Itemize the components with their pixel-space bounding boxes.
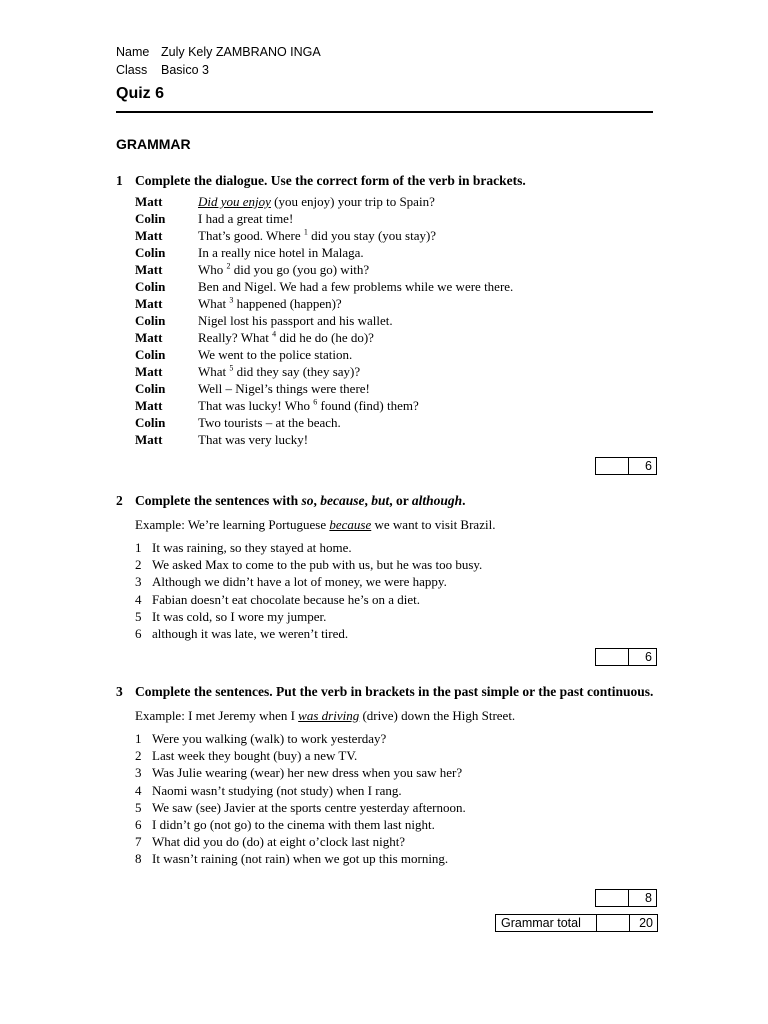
list-item — [135, 782, 656, 799]
dialogue-line — [135, 244, 656, 261]
exercise-2 — [116, 492, 656, 642]
gap-number: 3 — [229, 295, 234, 305]
exercise-3 — [116, 683, 656, 868]
list-item — [135, 747, 656, 764]
item-number: 1 — [135, 540, 142, 555]
grammar-total-blank[interactable] — [596, 915, 629, 931]
gap-number: 1 — [303, 227, 308, 237]
item-text: Fabian doesn’t eat chocolate because he’s on a diet. — [152, 591, 420, 607]
speaker-name: Colin — [135, 211, 166, 226]
speaker-name: Colin — [135, 313, 166, 328]
item-text: We saw (see) Javier at the sports centre yesterday afternoon. — [152, 799, 466, 815]
name-value: Zuly Kely ZAMBRANO INGA — [161, 45, 321, 59]
class-line — [116, 63, 209, 77]
dialogue-text: What $^3$ happened (happen)? — [198, 295, 342, 311]
dialogue-line — [135, 431, 656, 448]
item-text: Last week they bought (buy) a new TV. — [152, 748, 358, 764]
dialogue-text: That’s good. Where $^1$ did you stay (you stay)? — [198, 227, 437, 243]
dialogue-line — [135, 363, 656, 380]
speaker-name: Matt — [135, 228, 163, 243]
exercise-2-instruction: 2 Complete the sentences with so, because, but, or although. — [116, 493, 466, 508]
page-title: Quiz 6 — [116, 85, 165, 102]
speaker-name: Matt — [135, 296, 163, 311]
score-max: 6 — [628, 458, 656, 474]
list-item — [135, 556, 656, 573]
grammar-total-max: 20 — [629, 915, 657, 931]
section-heading: GRAMMAR — [116, 136, 191, 152]
exercise-2-items — [135, 539, 656, 642]
dialogue-line — [135, 278, 656, 295]
dialogue-text: Who $^2$ did you go (you go) with? — [198, 261, 370, 277]
item-text: although it was late, we weren’t tired. — [152, 625, 349, 641]
gap-number: 6 — [313, 397, 318, 407]
score-max: 8 — [628, 890, 656, 906]
dialogue-text: That was lucky! Who $^6$ found (find) them? — [198, 397, 419, 413]
dialogue-text: In a really nice hotel in Malaga. — [198, 245, 364, 260]
score-blank[interactable] — [596, 890, 628, 906]
item-number: 5 — [135, 608, 142, 624]
list-item — [135, 730, 656, 747]
dialogue-text: Did you enjoy (you enjoy) your trip to Spain? — [198, 194, 435, 209]
dialogue-line — [135, 227, 656, 244]
item-number: 2 — [135, 557, 142, 573]
exercise-2-example: Example: We’re learning Portuguese because we want to visit Brazil. — [135, 517, 496, 532]
dialogue-text: Well – Nigel’s things were there! — [198, 381, 370, 396]
item-number: 4 — [135, 591, 142, 607]
speaker-name: Matt — [135, 194, 163, 209]
name-line — [116, 45, 321, 59]
dialogue-text: Two tourists – at the beach. — [198, 415, 341, 430]
exercise-1-instruction: 1 Complete the dialogue. Use the correct form of the verb in brackets. — [116, 173, 526, 188]
speaker-name: Colin — [135, 347, 166, 362]
item-text: It wasn’t raining (not rain) when we got up this morning. — [152, 851, 449, 867]
dialogue-line — [135, 346, 656, 363]
list-item — [135, 625, 656, 642]
speaker-name: Matt — [135, 364, 163, 379]
gap-number: 2 — [226, 261, 231, 271]
item-number: 8 — [135, 851, 142, 867]
speaker-name: Matt — [135, 330, 163, 345]
dialogue — [135, 193, 656, 448]
speaker-name: Colin — [135, 279, 166, 294]
class-label: Class — [116, 63, 148, 77]
list-item — [135, 591, 656, 608]
name-label: Name — [116, 45, 150, 59]
list-item — [135, 833, 656, 850]
score-blank[interactable] — [596, 458, 628, 474]
speaker-name: Colin — [135, 381, 166, 396]
list-item — [135, 764, 656, 781]
dialogue-text: Ben and Nigel. We had a few problems while we were there. — [198, 279, 514, 294]
item-number: 4 — [135, 782, 142, 798]
exercise-3-items — [135, 730, 656, 868]
item-number: 7 — [135, 834, 142, 850]
dialogue-text: What $^5$ did they say (they say)? — [198, 363, 361, 379]
exercise-1 — [116, 172, 656, 448]
item-number: 2 — [135, 748, 142, 764]
item-text: Were you walking (walk) to work yesterday? — [152, 731, 387, 746]
speaker-name: Matt — [135, 398, 163, 413]
dialogue-text: I had a great time! — [198, 211, 294, 226]
item-number: 3 — [135, 574, 142, 590]
dialogue-line — [135, 193, 656, 210]
dialogue-line — [135, 295, 656, 312]
item-number: 3 — [135, 765, 142, 781]
gap-number: 5 — [229, 363, 234, 373]
score-max: 6 — [628, 649, 656, 665]
exercise-1-score-box — [595, 457, 657, 475]
list-item — [135, 608, 656, 625]
list-item — [135, 573, 656, 590]
list-item — [135, 539, 656, 556]
dialogue-line — [135, 414, 656, 431]
item-number: 6 — [135, 816, 142, 832]
dialogue-line — [135, 329, 656, 346]
item-text: Naomi wasn’t studying (not study) when I rang. — [152, 782, 402, 798]
item-text: We asked Max to come to the pub with us, but he was too busy. — [152, 557, 483, 573]
dialogue-line — [135, 380, 656, 397]
item-text: What did you do (do) at eight o’clock last night? — [152, 834, 406, 850]
exercise-3-instruction: 3 Complete the sentences. Put the verb in brackets in the past simple or the past continuous. — [116, 684, 654, 699]
speaker-name: Matt — [135, 262, 163, 277]
speaker-name: Colin — [135, 245, 166, 260]
title-divider — [116, 111, 653, 113]
list-item — [135, 850, 656, 867]
dialogue-text: Nigel lost his passport and his wallet. — [198, 313, 393, 328]
dialogue-line — [135, 210, 656, 227]
exercise-3-score-box — [595, 889, 657, 907]
item-text: I didn’t go (not go) to the cinema with them last night. — [152, 816, 435, 832]
grammar-total-label: Grammar total — [501, 916, 581, 930]
speaker-name: Colin — [135, 415, 166, 430]
item-number: 5 — [135, 799, 142, 815]
dialogue-text: We went to the police station. — [198, 347, 353, 362]
item-number: 1 — [135, 731, 142, 746]
item-number: 6 — [135, 625, 142, 641]
dialogue-text: Really? What $^4$ did he do (he do)? — [198, 329, 374, 345]
item-text: It was cold, so I wore my jumper. — [152, 608, 327, 624]
speaker-name: Matt — [135, 432, 163, 447]
gap-number: 4 — [272, 329, 277, 339]
item-text: It was raining, so they stayed at home. — [152, 540, 352, 555]
item-text: Was Julie wearing (wear) her new dress when you saw her? — [152, 765, 463, 781]
example-answer: Did you enjoy — [198, 194, 271, 209]
dialogue-line — [135, 261, 656, 278]
score-blank[interactable] — [596, 649, 628, 665]
dialogue-line — [135, 312, 656, 329]
grammar-total-box — [495, 914, 658, 932]
exercise-2-score-box — [595, 648, 657, 666]
dialogue-line — [135, 397, 656, 414]
exercise-3-example: Example: I met Jeremy when I was driving (drive) down the High Street. — [135, 708, 516, 723]
list-item — [135, 799, 656, 816]
list-item — [135, 816, 656, 833]
dialogue-text: That was very lucky! — [198, 432, 309, 447]
class-value: Basico 3 — [161, 63, 209, 77]
item-text: Although we didn’t have a lot of money, we were happy. — [152, 574, 447, 590]
